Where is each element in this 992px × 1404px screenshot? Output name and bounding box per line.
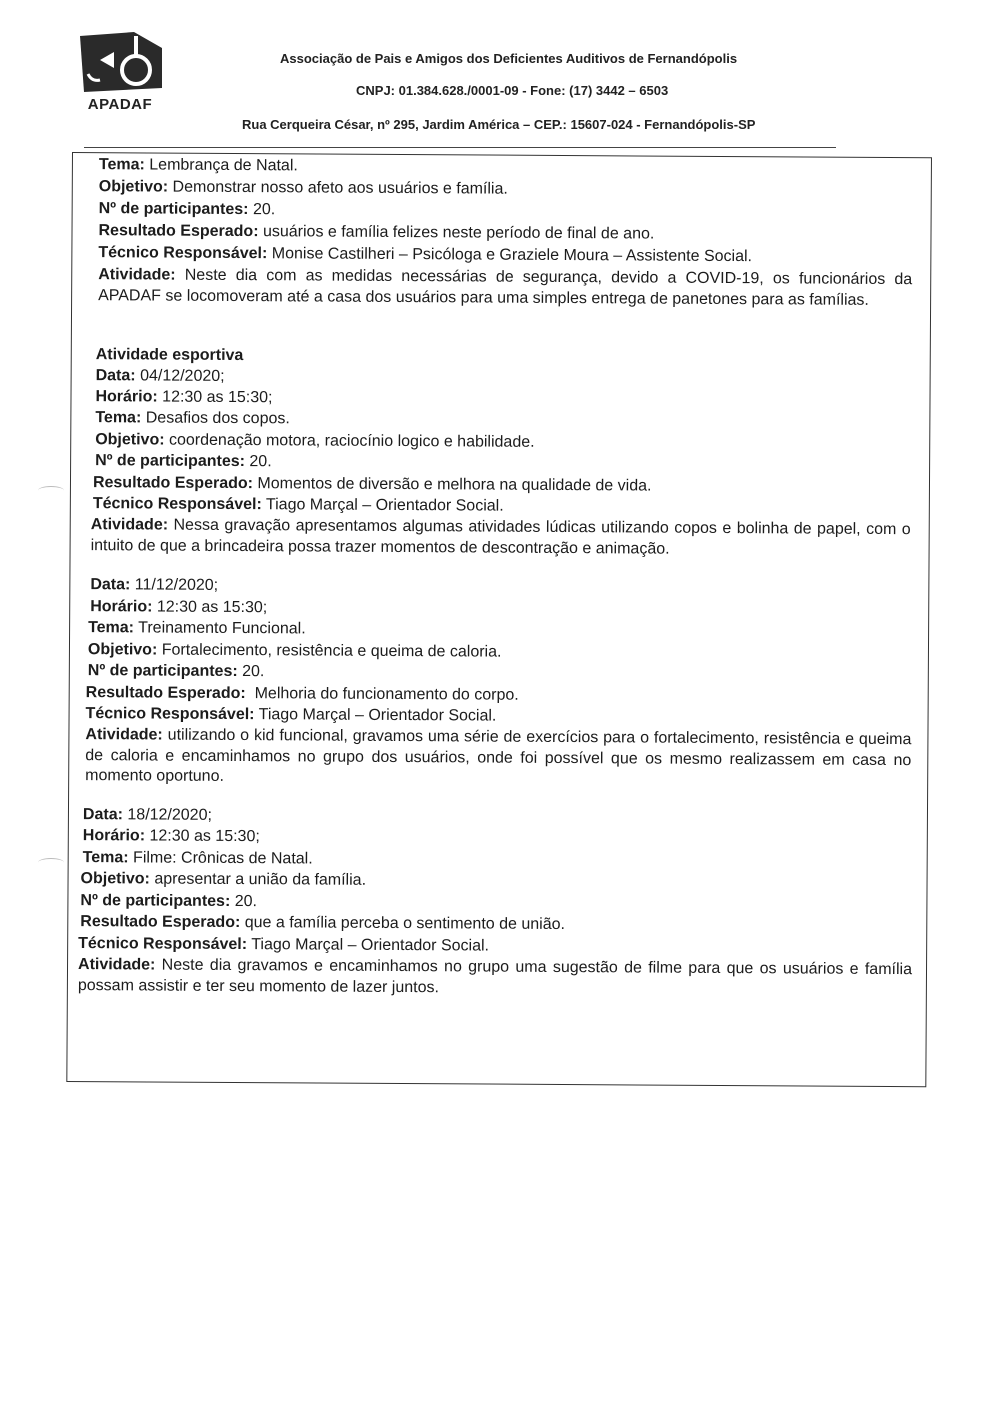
atividade-paragraph: Atividade: Neste dia com as medidas necessárias de segurança, devido a COVID-19, os funcionários da APADAF se locomoveram até a casa dos usuários para uma simples entrega de panetones para as famílias. [98, 266, 913, 309]
report-content [73, 153, 931, 996]
data-line: Data: 18/12/2020; [82, 806, 213, 824]
data-line: Data: 11/12/2020; [90, 576, 219, 594]
objetivo-line: Objetivo: coordenação motora, raciocínio logico e habilidade. [95, 431, 535, 451]
tema-line: Tema: Treinamento Funcional. [88, 619, 306, 638]
resultado-line: Resultado Esperado: que a família perceba o sentimento de união. [80, 913, 566, 934]
data-line: Data: 04/12/2020; [95, 367, 225, 385]
resultado-line: Resultado Esperado: usuários e família felizes neste período de final de ano. [98, 222, 655, 243]
resultado-line: Resultado Esperado: Melhoria do funcionamento do corpo. [85, 684, 519, 704]
atividade-paragraph: Atividade: Neste dia gravamos e encaminhamos no grupo uma sugestão de filme para que os usuários e família possam assistir e ter seu momento de lazer juntos. [77, 956, 913, 996]
letterhead [0, 0, 992, 150]
punch-mark [38, 858, 64, 867]
participantes-line: Nº de participantes: 20. [98, 200, 276, 219]
tecnico-line: Técnico Responsável: Tiago Marçal – Orientador Social. [92, 495, 504, 515]
horario-line: Horário: 12:30 as 15:30; [90, 598, 268, 617]
tema-line: Tema: Filme: Crônicas de Natal. [82, 849, 313, 868]
organization-name: Associação de Pais e Amigos dos Deficientes Auditivos de Fernandópolis [280, 51, 738, 66]
punch-mark [38, 486, 64, 495]
tema-line: Tema: Lembrança de Natal. [98, 156, 298, 175]
participantes-line: Nº de participantes: 20. [95, 452, 272, 471]
ear-logo-icon [74, 30, 166, 94]
tecnico-line: Técnico Responsável: Tiago Marçal – Orientador Social. [78, 935, 490, 955]
tecnico-line: Técnico Responsável: Tiago Marçal – Orientador Social. [85, 705, 497, 725]
header-divider [84, 147, 836, 148]
logo-text: APADAF [87, 96, 153, 113]
objetivo-line: Objetivo: apresentar a união da família. [80, 870, 367, 889]
resultado-line: Resultado Esperado: Momentos de diversão e melhora na qualidade de vida. [92, 474, 652, 495]
apadaf-logo [74, 30, 166, 113]
address: Rua Cerqueira César, nº 295, Jardim América – CEP.: 15607-024 - Fernandópolis-SP [242, 117, 756, 132]
participantes-line: Nº de participantes: 20. [87, 662, 265, 681]
report-frame [66, 152, 932, 1087]
tecnico-line: Técnico Responsável: Monise Castilheri – Psicóloga e Graziele Moura – Assistente Social. [98, 244, 753, 266]
atividade-paragraph: Atividade: Nessa gravação apresentamos algumas atividades lúdicas utilizando copos e bolinha de papel, com o intuito de que a brincadeira possa trazer momentos de descontração e animação. [90, 516, 911, 558]
horario-line: Horário: 12:30 as 15:30; [82, 827, 260, 846]
objetivo-line: Objetivo: Demonstrar nosso afeto aos usuários e família. [98, 178, 508, 198]
tema-line: Tema: Desafios dos copos. [95, 409, 290, 428]
participantes-line: Nº de participantes: 20. [80, 892, 258, 911]
horario-line: Horário: 12:30 as 15:30; [95, 388, 273, 407]
objetivo-line: Objetivo: Fortalecimento, resistência e queima de caloria. [87, 641, 502, 661]
section-heading: Atividade esportiva [95, 346, 244, 365]
atividade-paragraph: Atividade: utilizando o kid funcional, gravamos uma série de exercícios para o fortalecimento, resistência e queima de caloria e encaminhamos no grupo dos usuários, onde foi possível que os mesmo realizassem em casa no momento oportuno. [85, 726, 912, 785]
cnpj-phone: CNPJ: 01.384.628./0001-09 - Fone: (17) 3442 – 6503 [356, 83, 669, 98]
